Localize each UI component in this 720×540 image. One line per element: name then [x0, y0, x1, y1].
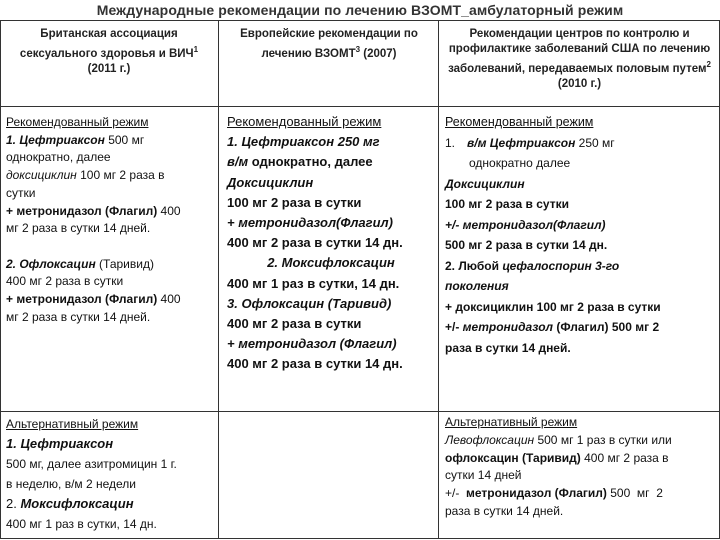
- header-british: Британская ассоциация сексуального здоровья и ВИЧ$^1$ (2011 г.): [19, 28, 199, 75]
- column-divider-1: [218, 20, 219, 539]
- section-label: Рекомендованный режим: [227, 114, 382, 129]
- recommended-british: Рекомендованный режим 1. Цефтриаксон 500 мг однократно, далее доксициклин 100 мг 2 раза в сутки + метронидазол (Флагил) 400 мг 2 раза в сутки 14 дней. 2. Офлоксацин (Таривид) 400 мг 2 раза в сутки + метронидазол (Флагил) 400 мг 2 раза в сутки 14 дней.: [6, 114, 216, 326]
- table-border-left: [0, 20, 1, 539]
- recommended-cdc: Рекомендованный режим 1. в/м Цефтриаксон 250 мг однократно далее Доксициклин 100 мг 2 раза в сутки +/- метронидазол(Флагил) 500 мг 2 раза в сутки 14 дн. 2. Любой цефалоспорин 3-го поколения + доксициклин 100 мг 2 раза в сутки +/- метронидазол (Флагил) 500 мг 2 раза в сутки 14 дней.: [445, 112, 717, 358]
- section-label: Альтернативный режим: [445, 415, 578, 429]
- header-divider: [0, 106, 720, 107]
- header-european: Европейские рекомендации по лечению ВЗОМТ$^3$ (2007): [240, 28, 418, 60]
- page-title: Международные рекомендации по лечению ВЗОМТ_амбулаторный режим: [96, 2, 624, 18]
- header-cdc: Рекомендации центров по контролю и профилактике заболеваний США по лечению заболеваний, передаваемых половым путем$^2$ (2010 г.): [448, 28, 711, 90]
- section-label: Альтернативный режим: [6, 417, 139, 431]
- recommended-european: Рекомендованный режим 1. Цефтриаксон 250 мг в/м однократно, далее Доксициклин 100 мг 2 раза в сутки + метронидазол(Флагил) 400 мг 2 раза в сутки 14 дн. 2. Моксифлоксацин 400 мг 1 раз в сутки, 14 дн. 3. Офлоксацин (Таривид) 400 мг 2 раза в сутки + метронидазол (Флагил) 400 мг 2 раза в сутки 14 дн.: [227, 112, 435, 375]
- section-label: Рекомендованный режим: [6, 115, 149, 129]
- table-border-bottom: [0, 538, 720, 539]
- section-label: Рекомендованный режим: [445, 115, 594, 129]
- row-divider: [0, 411, 720, 412]
- table-border-top: [0, 20, 720, 21]
- alternative-cdc: Альтернативный режим Левофлоксацин 500 мг 1 раз в сутки или офлоксацин (Таривид) 400 мг 2 раза в сутки 14 дней +/- метронидазол (Флагил) 500 мг 2 раза в сутки 14 дней.: [445, 414, 717, 521]
- alternative-british: Альтернативный режим 1. Цефтриаксон 500 мг, далее азитромицин 1 г. в неделю, в/м 2 недели 2. Моксифлоксацин 400 мг 1 раз в сутки, 14 дн.: [6, 414, 216, 534]
- column-divider-2: [438, 20, 439, 539]
